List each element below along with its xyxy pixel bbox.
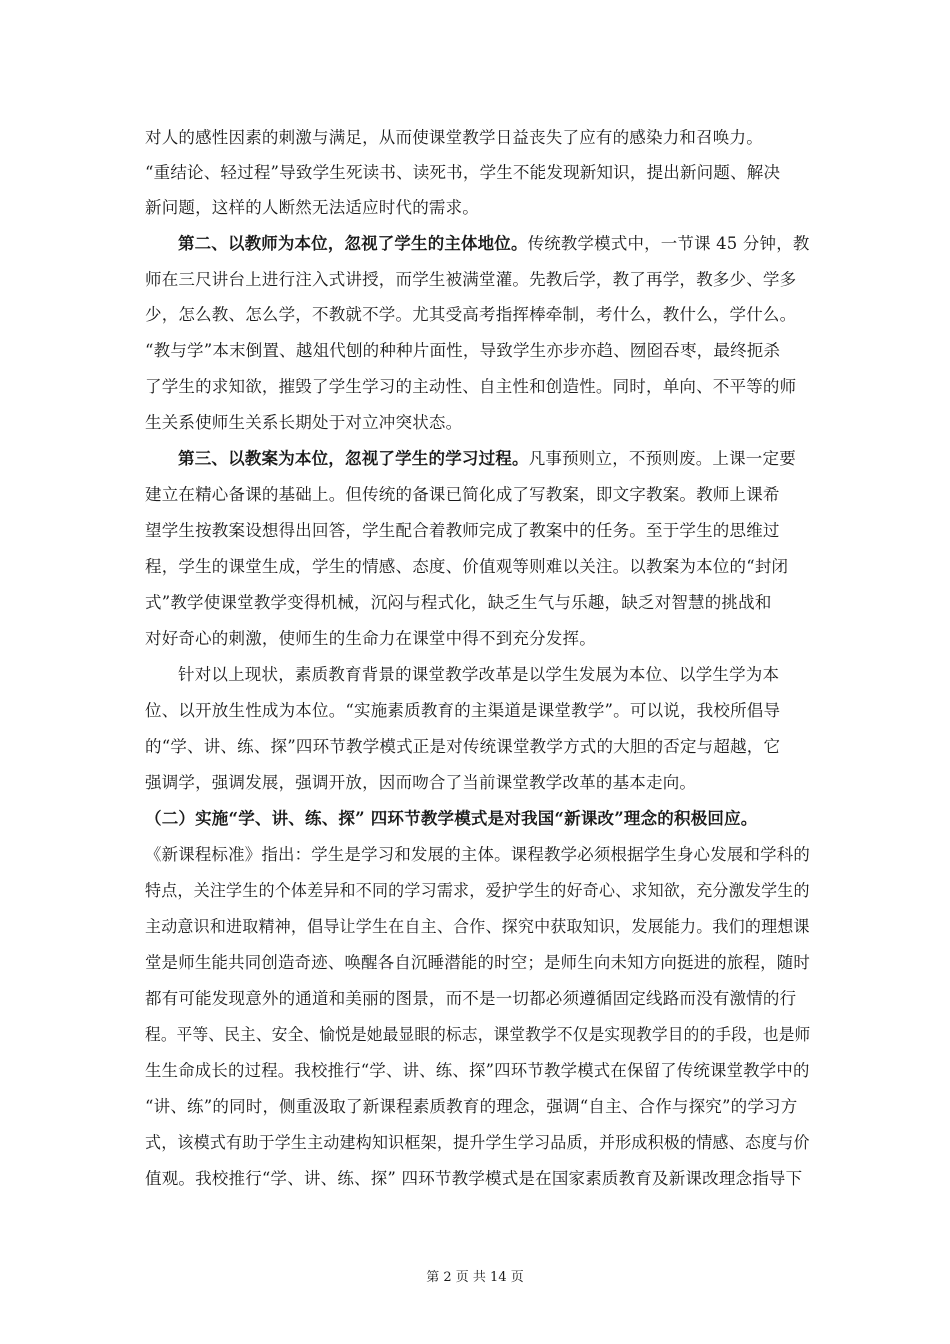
paragraph-heading: 第二、以教师为本位，忽视了学生的主体地位。 [178,234,528,253]
text-line: 式，该模式有助于学生主动建构知识框架，提升学生学习品质，并形成积极的情感、态度与价 [145,1133,810,1152]
text-line: 堂是师生能共同创造奇迹、唤醒各自沉睡潜能的时空；是师生向未知方向挺进的旅程，随时 [145,953,810,972]
text-line: 主动意识和进取精神，倡导让学生在自主、合作、探究中获取知识，发展能力。我们的理想课 [145,917,810,936]
paragraph-text: 传统教学模式中，一节课 45 分钟，教 [527,234,810,253]
text-line: “教与学”本末倒置、越俎代刨的种种片面性，导致学生亦步亦趋、囫囵吞枣，最终扼杀 [145,341,781,360]
text-line: 针对以上现状，素质教育背景的课堂教学改革是以学生发展为本位、以学生学为本 [178,665,780,684]
text-line: 强调学，强调发展，强调开放，因而吻合了当前课堂教学改革的基本走向。 [145,773,697,792]
paragraph-2-first-line [178,234,810,254]
text-line: 的“学、讲、练、探”四环节教学模式正是对传统课堂教学方式的大胆的否定与超越，它 [145,737,781,756]
text-line: 《新课程标准》指出：学生是学习和发展的主体。课程教学必须根据学生身心发展和学科的 [145,845,810,864]
text-line: 生生命成长的过程。我校推行“学、讲、练、探”四环节教学模式在保留了传统课堂教学中的 [145,1061,810,1080]
text-line: 特点，关注学生的个体差异和不同的学习需求，爱护学生的好奇心、求知欲，充分激发学生的 [145,881,810,900]
text-line: 对好奇心的刺激，使师生的生命力在课堂中得不到充分发挥。 [145,629,596,648]
text-line: 式”教学使课堂教学变得机械，沉闷与程式化，缺乏生气与乐趣，缺乏对智慧的挑战和 [145,593,772,612]
text-line: 望学生按教案设想得出回答，学生配合着教师完成了教案中的任务。至于学生的思维过 [145,521,780,540]
text-line: 位、以开放生性成为本位。“实施素质教育的主渠道是课堂教学”。可以说，我校所倡导 [145,701,781,720]
text-line: 程，学生的课堂生成，学生的情感、态度、价值观等则难以关注。以教案为本位的“封闭 [145,557,789,576]
text-line: 都有可能发现意外的通道和美丽的图景，而不是一切都必须遵循固定线路而没有激情的行 [145,989,797,1008]
paragraph-heading: 第三、以教案为本位，忽视了学生的学习过程。 [178,449,529,468]
paragraph-text: 凡事预则立，不预则废。上课一定要 [528,449,796,468]
text-line: 生关系使师生关系长期处于对立冲突状态。 [145,413,463,432]
text-line: 师在三尺讲台上进行注入式讲授，而学生被满堂灌。先教后学，教了再学，教多少、学多 [145,270,797,289]
text-line: “讲、练”的同时，侧重汲取了新课程素质教育的理念，强调“自主、合作与探究”的学习方 [145,1097,798,1116]
text-line: 少，怎么教、怎么学，不教就不学。尤其受高考指挥棒牵制，考什么，教什么，学什么。 [145,305,797,324]
text-line: “重结论、轻过程”导致学生死读书、读死书，学生不能发现新知识，提出新问题、解决 [145,163,781,182]
section-heading: （二）实施“学、讲、练、探” 四环节教学模式是对我国“新课改”理念的积极回应。 [145,809,758,828]
text-line: 建立在精心备课的基础上。但传统的备课已简化成了写教案，即文字教案。教师上课希 [145,485,780,504]
page-footer: 第 2 页 共 14 页 [426,1270,524,1285]
text-line: 了学生的求知欲，摧毁了学生学习的主动性、自主性和创造性。同时，单向、不平等的师 [145,377,797,396]
text-line: 程。平等、民主、安全、愉悦是她最显眼的标志，课堂教学不仅是实现教学目的的手段，也是师 [145,1025,811,1044]
text-line: 对人的感性因素的刺激与满足，从而使课堂教学日益丧失了应有的感染力和召唤力。 [145,128,763,147]
text-line: 值观。我校推行“学、讲、练、探” 四环节教学模式是在国家素质教育及新课改理念指导下 [145,1169,803,1188]
text-line: 新问题，这样的人断然无法适应时代的需求。 [145,198,479,217]
paragraph-3-first-line [178,449,796,469]
